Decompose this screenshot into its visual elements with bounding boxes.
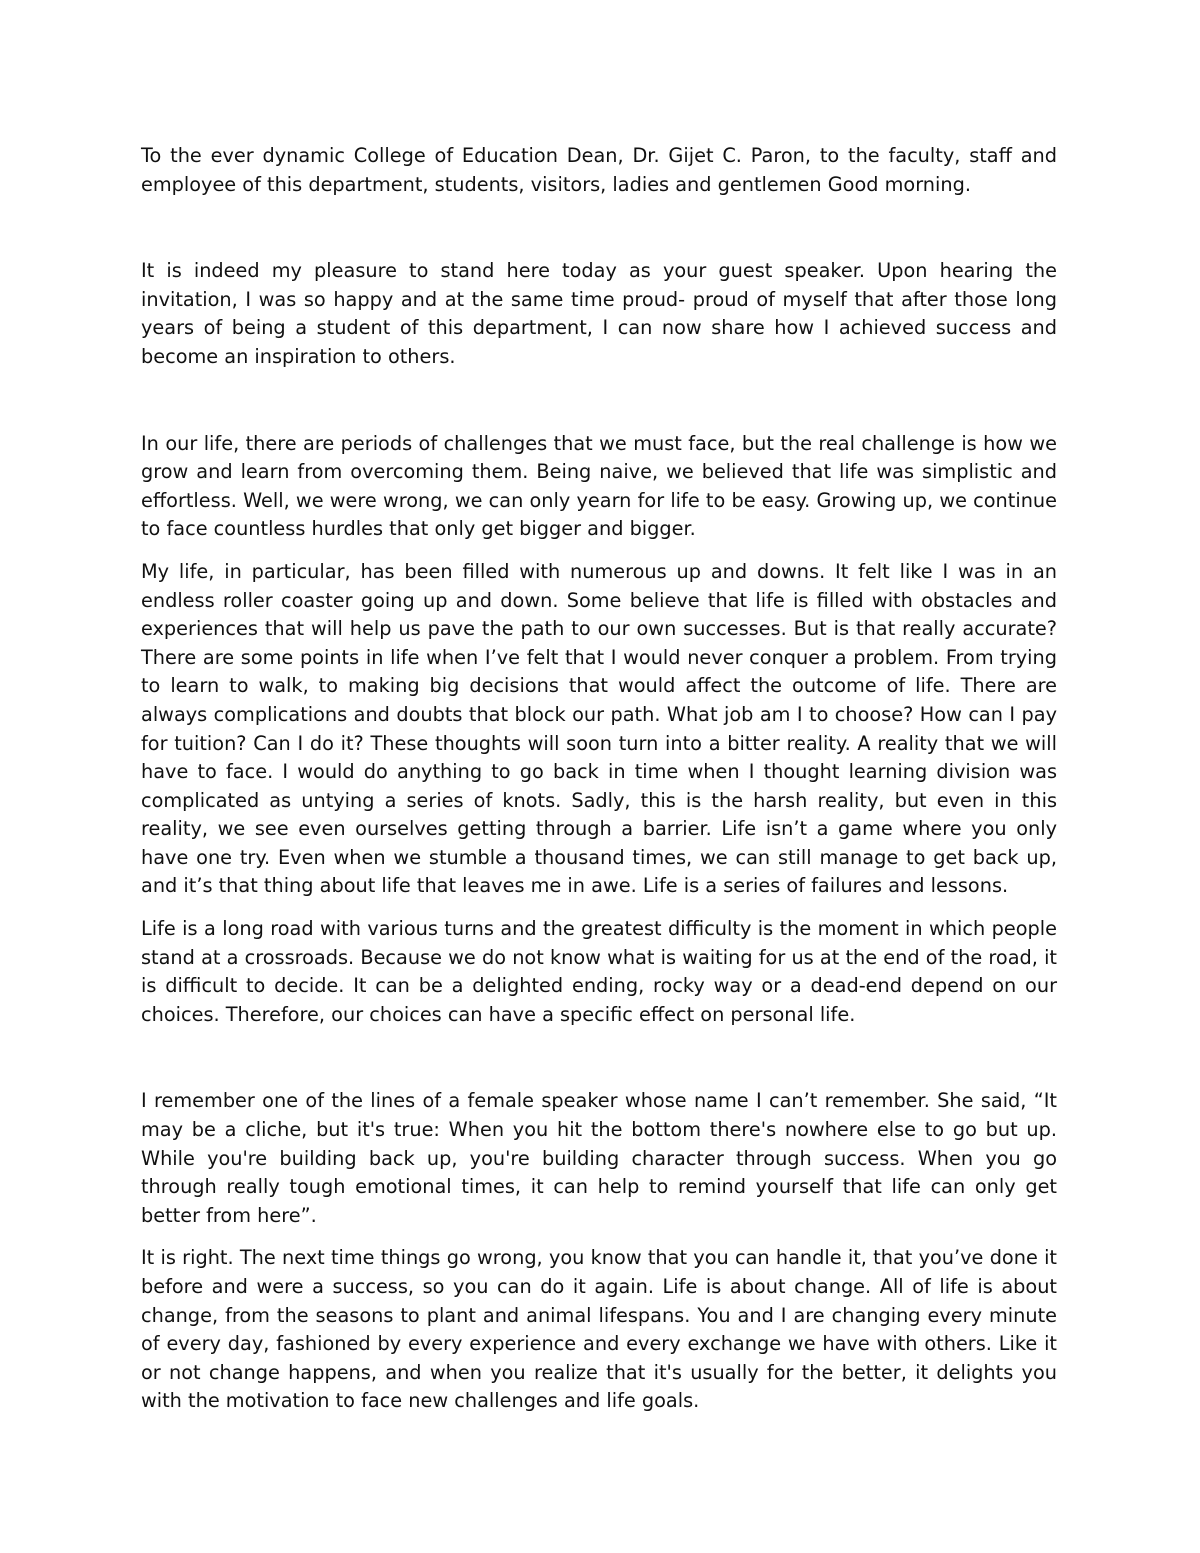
paragraph-challenges: In our life, there are periods of challenges that we must face, but the real challenge is how we grow and learn from overcoming them. Being naive, we believed that life was simplistic and effortless. Well, we were wrong, we can only yearn for life to be easy. Growing up, we continue to face countless hurdles that only get bigger and bigger. — [141, 431, 1057, 541]
paragraph-quote: I remember one of the lines of a female speaker whose name I can’t remember. She said, “It may be a cliche, but it's true: When you hit the bottom there's nowhere else to go but up. While you're building back up, you're building character through success. When you go through really tough emotional times, it can help to remind yourself that life can only get better from here”. — [141, 1089, 1057, 1227]
paragraph-crossroads: Life is a long road with various turns and the greatest difficulty is the moment in which people stand at a crossroads. Because we do not know what is waiting for us at the end of the road, it is difficult to decide. It can be a delighted ending, rocky way or a dead-end depend on our choices. Therefore, our choices can have a specific effect on personal life. — [141, 917, 1057, 1026]
paragraph-change: It is right. The next time things go wrong, you know that you can handle it, that you’ve done it before and were a success, so you can do it again. Life is about change. All of life is about change, from the seasons to plant and animal lifespans. You and I are changing every minute of every day, fashioned by every experience and every exchange we have with others. Like it or not change happens, and when you realize that it's usually for the better, it delights you with the motivation to face new challenges and life goals. — [141, 1246, 1057, 1413]
paragraph-introduction: It is indeed my pleasure to stand here today as your guest speaker. Upon hearing the invitation, I was so happy and at the same time proud- proud of myself that after those long years of being a student of this department, I can now share how I achieved success and become an inspiration to others. — [141, 259, 1057, 368]
paragraph-my-life: My life, in particular, has been filled with numerous up and downs. It felt like I was in an endless roller coaster going up and down. Some believe that life is filled with obstacles and experiences that will help us pave the path to our own successes. But is that really accurate? There are some points in life when I’ve felt that I would never conquer a problem. From trying to learn to walk, to making big decisions that would affect the outcome of life. There are always complications and doubts that block our path. What job am I to choose? How can I pay for tuition? Can I do it? These thoughts will soon turn into a bitter reality. A reality that we will have to face. I would do anything to go back in time when I thought learning division was complicated as untying a series of knots. Sadly, this is the harsh reality, but even in this reality, we see even ourselves getting through a barrier. Life isn’t a game where you only have one try. Even when we stumble a thousand times, we can still manage to get back up, and it’s that thing about life that leaves me in awe. Life is a series of failures and lessons. — [141, 559, 1057, 898]
speech-body — [141, 142, 1057, 1416]
paragraph-salutation: To the ever dynamic College of Education Dean, Dr. Gijet C. Paron, to the faculty, staff and employee of this department, students, visitors, ladies and gentlemen Good morning. — [141, 144, 1057, 196]
